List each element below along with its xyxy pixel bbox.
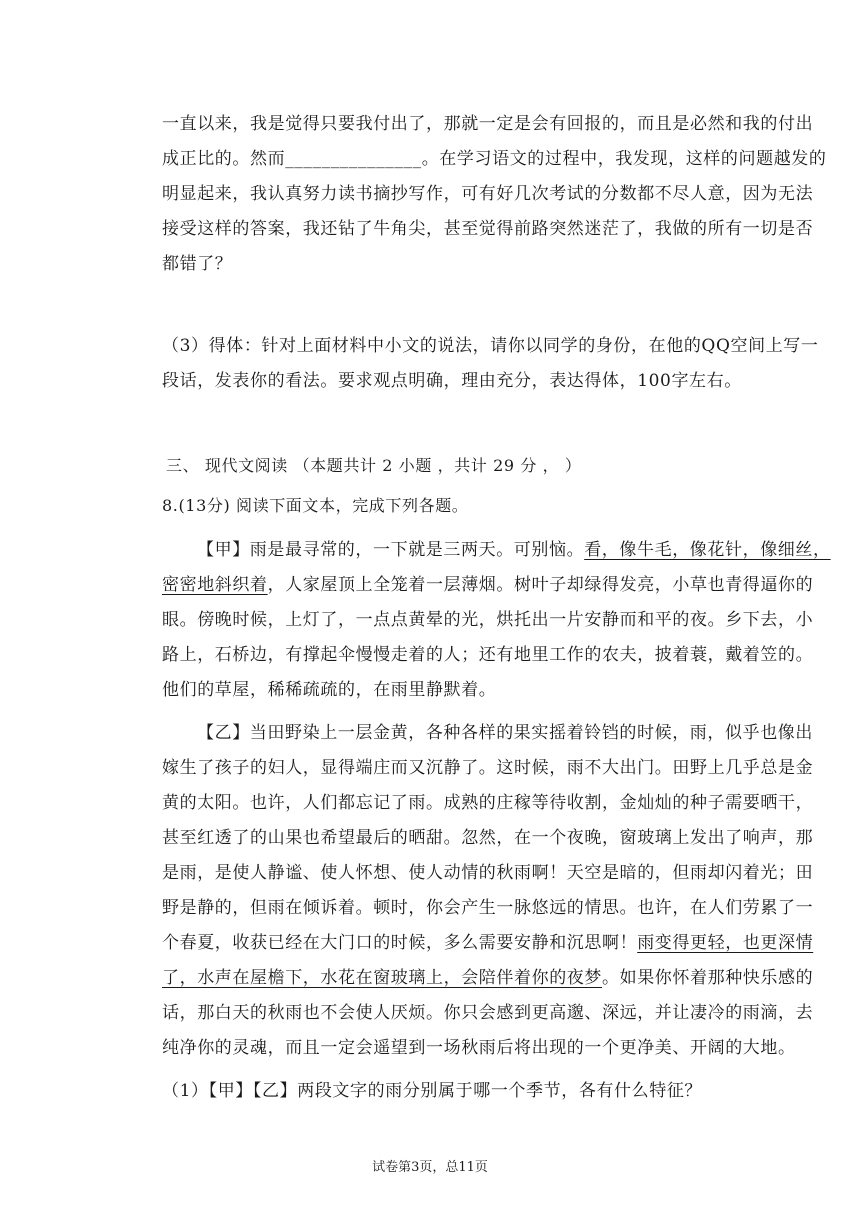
section-heading: 三、 现代文阅读 （本题共计 2 小题 ，共计 29 分 ， ） xyxy=(166,456,582,475)
text-line: 【甲】雨是最寻常的，一下就是三两天。可别恼。看，像牛毛，像花针，像细丝， xyxy=(197,540,831,560)
text-line: 【乙】当田野染上一层金黄，各种各样的果实摇着铃铛的时候，雨，似乎也像出 xyxy=(197,723,813,743)
text-line: 路上，石桥边，有撑起伞慢慢走着的人；还有地里工作的农夫，披着蓑，戴着笠的。 xyxy=(162,645,814,665)
question-8-sub-1: （1）【甲】【乙】两段文字的雨分别属于哪一个季节，各有什么特征？ xyxy=(162,1081,703,1101)
text-line: 甚至红透了的山果也希望最后的晒甜。忽然，在一个夜晚，窗玻璃上发出了响声，那 xyxy=(162,828,814,848)
text-line: 是雨，是使人静谧、使人怀想、使人动情的秋雨啊！天空是暗的，但雨却闪着光；田 xyxy=(162,863,814,883)
text-line: 段话，发表你的看法。要求观点明确，理由充分，表达得体，100字左右。 xyxy=(162,371,742,391)
text-line: 话，那白天的秋雨也不会使人厌烦。你只会感到更高邈、深远，并让凄冷的雨滴，去 xyxy=(162,1003,814,1023)
text-line: 纯净你的灵魂，而且一定会遥望到一场秋雨后将出现的一个更净美、开阔的大地。 xyxy=(162,1038,796,1058)
text-line: 密密地斜织着，人家屋顶上全笼着一层薄烟。树叶子却绿得发亮，小草也青得逼你的 xyxy=(162,575,814,595)
underlined-text: 了，水声在屋檐下，水花在窗玻璃上，会陪伴着你的夜梦 xyxy=(162,968,602,988)
text-line: 嫁生了孩子的妇人，显得端庄而又沉静了。这时候，雨不大出门。田野上几乎总是金 xyxy=(162,758,814,778)
text-line: 接受这样的答案，我还钻了牛角尖，甚至觉得前路突然迷茫了，我做的所有一切是否 xyxy=(162,219,814,239)
underlined-text: 看，像牛毛，像花针，像细丝， xyxy=(584,540,831,560)
underlined-text: 密密地斜织着 xyxy=(162,575,268,595)
text-line: 都错了？ xyxy=(162,254,233,274)
page-footer: 试卷第3页，总11页 xyxy=(372,1160,488,1175)
question-8-prompt: 8.(13分) 阅读下面文本，完成下列各题。 xyxy=(162,496,469,515)
text-line: 黄的太阳。也许，人们都忘记了雨。成熟的庄稼等待收割，金灿灿的种子需要晒干， xyxy=(162,793,814,813)
text-line: 了，水声在屋檐下，水花在窗玻璃上，会陪伴着你的夜梦。如果你怀着那种快乐感的 xyxy=(162,968,814,988)
text-line: 一直以来，我是觉得只要我付出了，那就一定是会有回报的，而且是必然和我的付出 xyxy=(162,114,814,134)
underlined-text: 雨变得更轻，也更深情 xyxy=(637,933,814,953)
text-line: 个春夏，收获已经在大门口的时候，多么需要安静和沉思啊！雨变得更轻，也更深情 xyxy=(162,933,814,953)
text-line: 眼。傍晚时候，上灯了，一点点黄晕的光，烘托出一片安静而和平的夜。乡下去，小 xyxy=(162,610,814,630)
text-line: （3）得体：针对上面材料中小文的说法，请你以同学的身份，在他的QQ空间上写一 xyxy=(162,336,819,356)
text-line: 成正比的。然而_______________。在学习语文的过程中，我发现，这样的问题越发的 xyxy=(162,149,827,169)
text-line: 野是静的，但雨在倾诉着。顿时，你会产生一脉悠远的情思。也许，在人们劳累了一 xyxy=(162,898,814,918)
text-line: 明显起来，我认真努力读书摘抄写作，可有好几次考试的分数都不尽人意，因为无法 xyxy=(162,184,814,204)
text-line: 他们的草屋，稀稀疏疏的，在雨里静默着。 xyxy=(162,680,497,700)
